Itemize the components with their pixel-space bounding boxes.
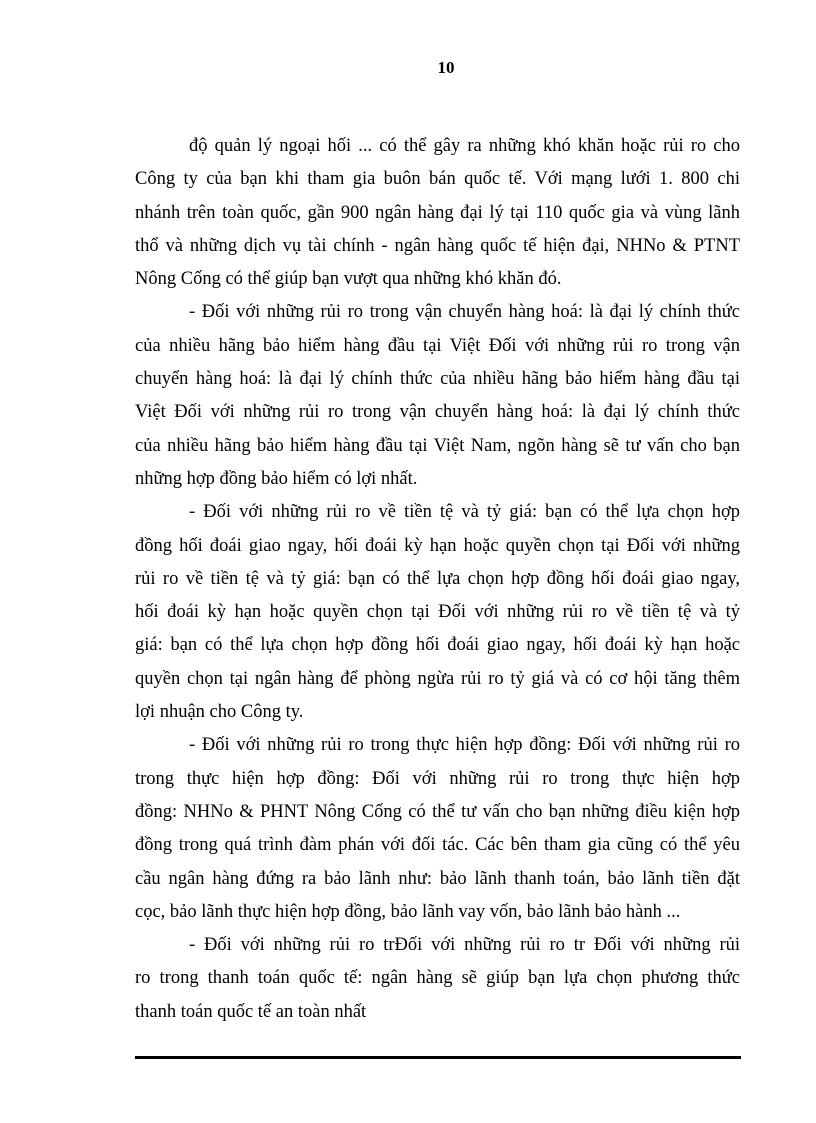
paragraph [135, 297, 740, 497]
text-line: thổ và những dịch vụ tài chính - ngân hàng quốc tế hiện đại, NHNo & PTNT [135, 235, 740, 256]
text-line: hối đoái kỳ hạn hoặc quyền chọn tại Đối với những rủi ro về tiền tệ và tỷ [135, 602, 740, 623]
text-line: của nhiều hãng bảo hiểm hàng đầu tại Việt Đối với những rủi ro trong vận [135, 335, 740, 356]
text-line: - Đối với những rủi ro trĐối với những rủi ro tr Đối với những rủi [189, 935, 740, 956]
text-line: những hợp đồng bảo hiểm có lợi nhất. [135, 468, 418, 489]
text-line: độ quản lý ngoại hối ... có thể gây ra những khó khăn hoặc rủi ro cho [189, 136, 740, 156]
text-line: nhánh trên toàn quốc, gần 900 ngân hàng đại lý tại 110 quốc gia và vùng lãnh [135, 202, 740, 223]
paragraph [135, 497, 740, 730]
text-line: Việt Đối với những rủi ro trong vận chuyển hàng hoá: là đại lý chính thức [135, 402, 740, 423]
text-line: ro trong thanh toán quốc tế: ngân hàng sẽ giúp bạn lựa chọn phương thức [135, 968, 740, 989]
text-line: giá: bạn có thể lựa chọn hợp đồng hối đoái giao ngay, hối đoái kỳ hạn hoặc [135, 635, 740, 656]
paragraph [135, 930, 740, 1030]
text-line: chuyển hàng hoá: là đại lý chính thức của nhiều hãng bảo hiểm hàng đầu tại [135, 369, 740, 390]
text-line: Công ty của bạn khi tham gia buôn bán quốc tế. Với mạng lưới 1. 800 chi [135, 169, 740, 190]
text-line: rủi ro về tiền tệ và tỷ giá: bạn có thể lựa chọn hợp đồng hối đoái giao ngay, [135, 568, 740, 589]
text-line: đồng hối đoái giao ngay, hối đoái kỳ hạn hoặc quyền chọn tại Đối với những [135, 535, 740, 556]
text-line: cọc, bảo lãnh thực hiện hợp đồng, bảo lãnh vay vốn, bảo lãnh bảo hành ... [135, 901, 681, 922]
paragraph [135, 730, 740, 930]
text-line: lợi nhuận cho Công ty. [135, 702, 304, 723]
footer-rule [135, 1056, 741, 1059]
text-line: trong thực hiện hợp đồng: Đối với những rủi ro trong thực hiện hợp [135, 768, 740, 789]
paragraph [135, 131, 740, 297]
text-line: - Đối với những rủi ro trong thực hiện hợp đồng: Đối với những rủi ro [189, 735, 740, 756]
text-line: đồng: NHNo & PHNT Nông Cống có thể tư vấn cho bạn những điều kiện hợp [135, 801, 740, 822]
text-line: cầu ngân hàng đứng ra bảo lãnh như: bảo lãnh thanh toán, bảo lãnh tiền đặt [135, 868, 740, 889]
text-line: Nông Cống có thể giúp bạn vượt qua những khó khăn đó. [135, 269, 562, 290]
text-line: của nhiều hãng bảo hiểm hàng đầu tại Việt Nam, ngõn hàng sẽ tư vấn cho bạn [135, 435, 740, 456]
text-line: thanh toán quốc tế an toàn nhất [135, 1001, 367, 1022]
text-line: quyền chọn tại ngân hàng để phòng ngừa rủi ro tỷ giá và có cơ hội tăng thêm [135, 668, 740, 689]
text-line: đồng trong quá trình đàm phán với đối tác. Các bên tham gia cũng có thể yêu [135, 835, 740, 856]
page-number: 10 [437, 58, 455, 74]
text-line: - Đối với những rủi ro về tiền tệ và tỷ giá: bạn có thể lựa chọn hợp [189, 502, 740, 523]
document-body [135, 131, 740, 1030]
text-line: - Đối với những rủi ro trong vận chuyển hàng hoá: là đại lý chính thức [189, 302, 740, 323]
